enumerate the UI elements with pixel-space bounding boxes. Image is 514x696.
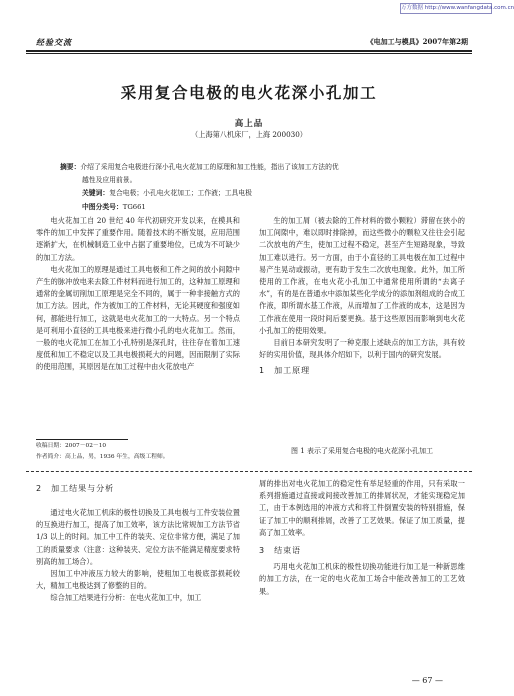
paper-title: 采用复合电极的电火花深小孔加工 xyxy=(120,84,378,102)
journal-label: 《电加工与模具》2007年第2期 xyxy=(366,37,468,46)
paragraph: 通过电火花加工机床的极性切换及工具电极与工件安装位置的互换进行加工，提高了加工效率，该方法比常规加工方法节省 1/3 以上的时间。加工中工件的装夹、定位非常方便，满足了加工的质量要求（注意：这种装夹、定位方法不能满足精度要求特别高的加工场合）。 xyxy=(36,508,240,566)
clc-label: 中图分类号： xyxy=(82,202,123,211)
page-divider xyxy=(26,471,472,472)
abstract-line-2: 越性及应用前景。 xyxy=(82,176,137,185)
clc-line xyxy=(60,201,458,214)
abstract-text-1: 介绍了采用复合电极进行深小孔电火花加工的原理和加工性能，指出了该加工方法的优 xyxy=(80,163,339,171)
abstract-line-1 xyxy=(60,161,458,174)
paragraph: 电火花加工自 20 世纪 40 年代初研究开发以来，在模具和零件的加工中发挥了重要作用。随着技术的不断发展，应用范围逐渐扩大，在机械制造工业中占据了重要地位，已成为不可缺少的加工方法。 xyxy=(36,216,240,262)
paragraph: 生的加工屑（被去除的工件材料的微小颗粒）滞留在狭小的加工间隙中，难以即时排除掉，而这些微小的颗粒又往往会引起二次放电的产生，使加工过程不稳定，甚至产生短路现象，导致加工难以进行。另一方面，由于小直径的工具电极在加工过程中易产生晃动或振动，更有助于发生二次放电现象。此外，加工所使用的工作液，在电火花小孔加工中通常使用所谓的“去离子水”，有的是在普通水中添加某些化学成分的添加剂组成的合成工作液，即所谓水基工作液，从而增加了工作液的成本，这是因为工作液在使用一段时间后要更换。基于这些原因而影响到电火花小孔加工的使用效果。 xyxy=(259,216,465,335)
section-heading-3: 3 结束语 xyxy=(259,546,302,556)
clc-text: TG661 xyxy=(122,202,146,211)
body-column-left-lower xyxy=(36,484,240,605)
section-heading-2: 2 加工结果与分析 xyxy=(36,484,115,493)
paragraph: 因加工中冲液压力较大的影响，使粗加工电极底部损耗较大，精加工电极达到了修整的目的。 xyxy=(36,569,240,591)
keywords-label: 关键词： xyxy=(82,189,110,198)
paragraph: 电火花加工的原理是通过工具电极和工件之间的放小间隙中产生的脉冲放电来去除工件材料而进行加工的，这种加工原理和通常的金属切削加工原理是完全不同的，属于一种非接触方式的加工方法。因此，作为被加工的工件材料，无论其硬度和强度如何，都能进行加工，这就是电火花加工的一大特点。另一个特点是可利用小直径的工具电极来进行微小孔的电火花加工。然而，一般的电火花加工在加工小孔特别是深孔时，往往存在着加工速度低和加工不稳定以及工具电极损耗大的问题，因而限制了实际的使用范围，其原因是在加工过程中由火花放电产 xyxy=(36,264,240,372)
section-heading-1: 1 加工原理 xyxy=(259,366,311,376)
figure-caption: 图 1 表示了采用复合电极的电火花深小孔加工 xyxy=(291,447,433,455)
header-rule-thin xyxy=(26,53,472,54)
paragraph: 目前日本研究发明了一种克服上述缺点的加工方法，具有较好的实用价值，现具体介绍如下，以利于国内的研究发展。 xyxy=(259,338,465,360)
keywords-line xyxy=(60,187,458,200)
footnote-rule xyxy=(36,439,128,440)
watermark-stamp: 万方数据 http://www.wanfangdata.com.cn xyxy=(400,3,492,14)
received-date: 收稿日期：2007－02－10 xyxy=(36,443,107,449)
paragraph: 巧用电火花加工机床的极性切换功能进行加工是一种新思维的加工方法，在一定的电火花加工场合中能改善加工的工艺效果。 xyxy=(259,562,465,596)
author-bio: 作者简介：高上品，男，1936 年生，高级工程师。 xyxy=(36,453,169,460)
body-column-right xyxy=(259,215,465,378)
page-number: — 67 — xyxy=(411,676,443,685)
abstract-label: 摘要： xyxy=(60,163,81,171)
abstract-block xyxy=(60,161,458,214)
body-column-right-lower xyxy=(259,478,465,598)
section-label: 经验交流 xyxy=(36,37,72,47)
header-rule-thick xyxy=(26,50,472,52)
paragraph: 综合加工结果进行分析：在电火花加工中，加工 xyxy=(50,593,202,603)
author-name: 高上品 xyxy=(234,119,264,129)
author-affiliation: （上海第八机床厂，上海 200030） xyxy=(191,130,307,139)
body-column-left xyxy=(36,215,240,374)
paragraph: 屑的排出对电火花加工的稳定性有举足轻重的作用，只有采取一系列措施通过直接或间接改善加工的排屑状况，才能实现稳定加工，由于本例选用的冲液方式和将工件倒置安装的特别措施，保证了加工中的顺利排屑，改善了工艺效果。保证了加工质量，提高了加工效率。 xyxy=(259,479,465,537)
running-header xyxy=(26,37,472,51)
keywords-text: 复合电极；小孔电火花加工；工作液；工具电极 xyxy=(109,189,252,198)
footnote xyxy=(36,441,246,462)
